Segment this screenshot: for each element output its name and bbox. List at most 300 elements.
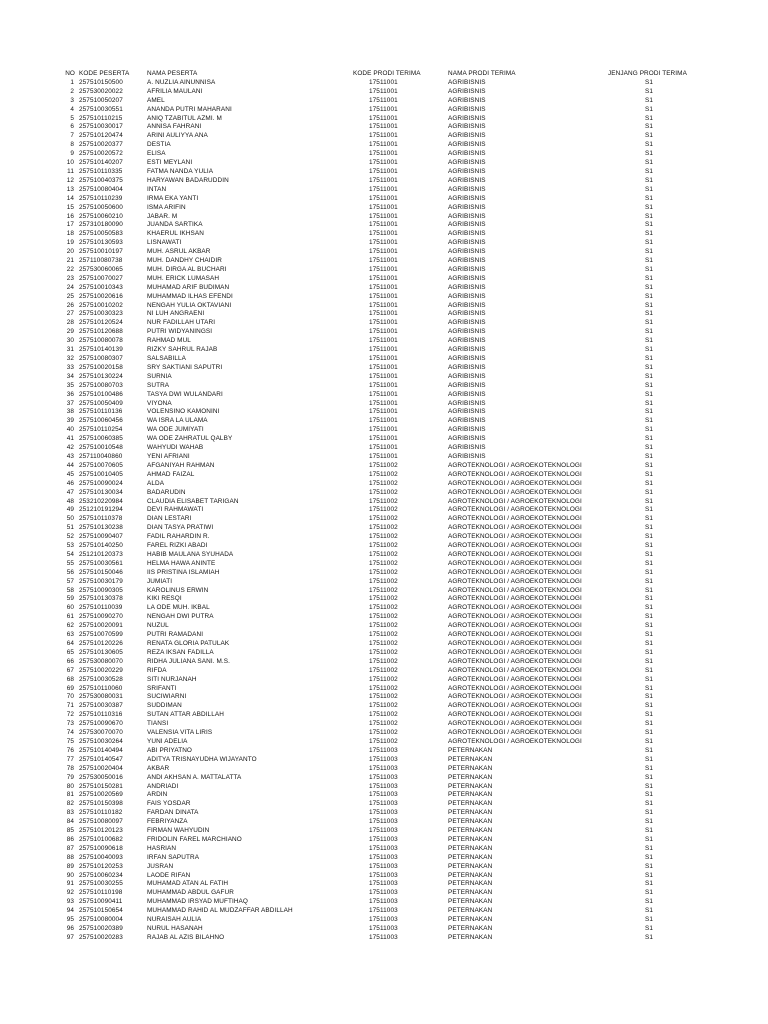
- cell-kode-prodi: 17511003: [369, 853, 398, 861]
- cell-kode-peserta: 257510080307: [79, 355, 123, 362]
- cell-kode-peserta: 257510090024: [79, 479, 123, 487]
- cell-nama-peserta: MUHAMMAD ILHAS EFENDI: [147, 292, 233, 300]
- table-row: [0, 310, 768, 319]
- cell-jenjang: S1: [645, 319, 654, 327]
- cell-no: 81: [66, 791, 74, 799]
- cell-kode-prodi: 17511001: [369, 310, 398, 318]
- table-row: [0, 97, 768, 106]
- cell-kode-peserta: 257530020022: [79, 87, 123, 95]
- cell-nama-peserta: AFGANIYAH RAHMAN: [147, 461, 215, 469]
- cell-jenjang: S1: [645, 684, 654, 692]
- cell-kode-prodi: 17511002: [369, 497, 398, 505]
- cell-no: 13: [66, 185, 74, 193]
- cell-nama-peserta: KHAERUL IKHSAN: [147, 230, 204, 238]
- cell-no: 66: [66, 657, 74, 665]
- cell-jenjang: S1: [645, 711, 654, 719]
- cell-nama-peserta: SUTRA: [147, 381, 170, 389]
- table-row: [0, 195, 768, 204]
- cell-kode-peserta: 257510110060: [79, 684, 123, 692]
- cell-nama-peserta: ANDRIADI: [147, 782, 179, 790]
- cell-kode-peserta: 257510090411: [79, 898, 123, 906]
- table-row: [0, 667, 768, 676]
- table-row: [0, 213, 768, 222]
- cell-kode-peserta: 257510050207: [79, 96, 123, 104]
- table-row: [0, 132, 768, 141]
- cell-jenjang: S1: [645, 248, 654, 256]
- cell-jenjang: S1: [645, 230, 654, 238]
- cell-nama-prodi: AGRIBISNIS: [448, 274, 486, 282]
- cell-kode-prodi: 17511001: [369, 257, 398, 265]
- table-body: [0, 79, 768, 943]
- cell-nama-peserta: WAHYUDI WAHAB: [147, 444, 204, 452]
- cell-jenjang: S1: [645, 265, 654, 273]
- cell-kode-peserta: 253210220984: [79, 497, 123, 505]
- cell-kode-prodi: 17511002: [369, 559, 398, 567]
- cell-kode-peserta: 257510130224: [79, 372, 123, 380]
- cell-kode-prodi: 17511001: [369, 96, 398, 104]
- cell-nama-peserta: MUH. DIRGA AL BUCHARI: [147, 265, 227, 273]
- cell-kode-prodi: 17511003: [369, 746, 398, 754]
- cell-kode-prodi: 17511002: [369, 604, 398, 612]
- cell-nama-prodi: AGROTEKNOLOGI / AGROEKOTEKNOLOGI: [448, 524, 582, 532]
- cell-nama-peserta: NENGAH YULIA OKTAVIANI: [147, 301, 232, 309]
- table-row: [0, 444, 768, 453]
- cell-kode-prodi: 17511003: [369, 764, 398, 772]
- cell-nama-peserta: FRIDOLIN FAREL MARCHIANO: [147, 835, 242, 843]
- cell-kode-peserta: 257510080404: [79, 185, 123, 193]
- cell-no: 7: [70, 132, 74, 140]
- cell-kode-prodi: 17511003: [369, 755, 398, 763]
- cell-nama-prodi: AGROTEKNOLOGI / AGROEKOTEKNOLOGI: [448, 729, 582, 737]
- cell-kode-peserta: 257510080004: [79, 916, 123, 924]
- cell-nama-peserta: FAIS YOSDAR: [147, 800, 191, 808]
- cell-jenjang: S1: [645, 274, 654, 282]
- cell-jenjang: S1: [645, 791, 654, 799]
- cell-nama-peserta: DIAN TASYA PRATIWI: [147, 524, 214, 532]
- cell-nama-peserta: ESTI MEYLANI: [147, 159, 193, 167]
- table-row: [0, 284, 768, 293]
- cell-no: 79: [66, 773, 74, 781]
- cell-nama-prodi: AGRIBISNIS: [448, 167, 486, 175]
- cell-nama-prodi: PETERNAKAN: [448, 853, 493, 861]
- cell-nama-prodi: AGROTEKNOLOGI / AGROEKOTEKNOLOGI: [448, 622, 582, 630]
- cell-no: 11: [67, 167, 74, 175]
- cell-nama-peserta: DESTIA: [147, 141, 171, 149]
- cell-kode-peserta: 257510070599: [79, 631, 123, 639]
- cell-no: 55: [66, 559, 74, 567]
- cell-kode-prodi: 17511001: [369, 301, 398, 309]
- cell-jenjang: S1: [645, 764, 654, 772]
- cell-kode-peserta: 257510030561: [79, 559, 123, 567]
- cell-nama-peserta: KAROLINUS ERWIN: [147, 586, 209, 594]
- cell-nama-peserta: HARYAWAN BADARUDDIN: [147, 176, 229, 184]
- table-row: [0, 186, 768, 195]
- table-row: [0, 720, 768, 729]
- cell-no: 57: [66, 577, 74, 585]
- table-row: [0, 934, 768, 943]
- cell-kode-peserta: 257510120688: [79, 328, 123, 336]
- table-row: [0, 587, 768, 596]
- cell-nama-prodi: AGRIBISNIS: [448, 185, 486, 193]
- table-row: [0, 765, 768, 774]
- cell-kode-peserta: 257510120524: [79, 319, 123, 327]
- cell-nama-peserta: MUH. ASRUL AKBAR: [147, 248, 211, 256]
- cell-jenjang: S1: [645, 853, 654, 861]
- cell-jenjang: S1: [645, 925, 654, 932]
- table-row: [0, 159, 768, 168]
- cell-kode-prodi: 17511003: [369, 916, 398, 924]
- cell-nama-peserta: ANDI AKHSAN A. MATTALATTA: [147, 773, 242, 781]
- cell-no: 20: [66, 248, 74, 256]
- cell-kode-peserta: 257510150500: [79, 78, 123, 86]
- cell-kode-peserta: 257510080097: [79, 818, 123, 826]
- cell-jenjang: S1: [645, 880, 654, 888]
- cell-no: 97: [66, 933, 74, 941]
- cell-nama-prodi: AGRIBISNIS: [448, 212, 486, 220]
- cell-nama-prodi: PETERNAKAN: [448, 898, 493, 906]
- cell-nama-peserta: AMEL: [147, 96, 165, 104]
- cell-nama-prodi: AGROTEKNOLOGI / AGROEKOTEKNOLOGI: [448, 693, 582, 701]
- cell-kode-prodi: 17511002: [369, 702, 398, 710]
- cell-no: 91: [66, 880, 74, 888]
- cell-jenjang: S1: [645, 907, 654, 915]
- cell-nama-prodi: AGRIBISNIS: [448, 408, 486, 416]
- cell-no: 63: [66, 631, 74, 639]
- table-row: [0, 177, 768, 186]
- cell-nama-prodi: PETERNAKAN: [448, 862, 493, 870]
- cell-nama-peserta: IRMA EKA YANTI: [147, 194, 199, 202]
- cell-nama-peserta: NUR FADILLAH UTARI: [147, 319, 216, 327]
- cell-no: 16: [66, 212, 74, 220]
- cell-kode-peserta: 257510030387: [79, 702, 123, 710]
- cell-nama-prodi: AGRIBISNIS: [448, 141, 486, 149]
- cell-kode-prodi: 17511001: [369, 114, 398, 122]
- table-row: [0, 595, 768, 604]
- cell-nama-peserta: SURNIA: [147, 372, 172, 380]
- cell-no: 84: [66, 818, 74, 826]
- cell-jenjang: S1: [645, 559, 654, 567]
- cell-nama-peserta: IRFAN SAPUTRA: [147, 853, 200, 861]
- table-row: [0, 658, 768, 667]
- cell-jenjang: S1: [645, 257, 654, 265]
- cell-jenjang: S1: [645, 185, 654, 193]
- cell-jenjang: S1: [645, 167, 654, 175]
- table-row: [0, 925, 768, 934]
- cell-kode-peserta: 257510080703: [79, 381, 123, 389]
- cell-no: 80: [66, 782, 74, 790]
- cell-kode-prodi: 17511002: [369, 737, 398, 745]
- table-row: [0, 747, 768, 756]
- cell-no: 29: [66, 328, 74, 336]
- cell-kode-prodi: 17511002: [369, 666, 398, 674]
- table-row: [0, 524, 768, 533]
- cell-jenjang: S1: [645, 916, 654, 924]
- cell-kode-prodi: 17511001: [369, 363, 398, 371]
- cell-kode-prodi: 17511002: [369, 550, 398, 558]
- cell-jenjang: S1: [645, 372, 654, 380]
- cell-kode-peserta: 257510110378: [79, 515, 123, 523]
- cell-no: 41: [66, 435, 74, 443]
- cell-kode-prodi: 17511002: [369, 586, 398, 594]
- cell-jenjang: S1: [645, 159, 654, 167]
- cell-jenjang: S1: [645, 898, 654, 906]
- cell-kode-prodi: 17511001: [369, 346, 398, 354]
- cell-nama-prodi: AGROTEKNOLOGI / AGROEKOTEKNOLOGI: [448, 613, 582, 621]
- cell-no: 95: [66, 916, 74, 924]
- table-row: [0, 863, 768, 872]
- table-row: [0, 391, 768, 400]
- cell-nama-prodi: AGRIBISNIS: [448, 435, 486, 443]
- cell-jenjang: S1: [645, 604, 654, 612]
- cell-jenjang: S1: [645, 729, 654, 737]
- cell-no: 3: [70, 96, 74, 104]
- cell-no: 17: [66, 221, 74, 229]
- cell-kode-peserta: 257510040093: [79, 853, 123, 861]
- cell-jenjang: S1: [645, 444, 654, 452]
- cell-nama-peserta: RIZKY SAHRUL RAJAB: [147, 346, 218, 354]
- cell-no: 22: [66, 265, 74, 273]
- cell-nama-peserta: PUTRI WIDYANINGSI: [147, 328, 213, 336]
- cell-kode-prodi: 17511002: [369, 488, 398, 496]
- cell-kode-peserta: 257510120123: [79, 827, 123, 835]
- table-row: [0, 827, 768, 836]
- cell-nama-prodi: AGRIBISNIS: [448, 78, 486, 86]
- cell-nama-peserta: JUSRAN: [147, 862, 174, 870]
- cell-nama-prodi: AGROTEKNOLOGI / AGROEKOTEKNOLOGI: [448, 648, 582, 656]
- table-row: [0, 738, 768, 747]
- cell-kode-prodi: 17511001: [369, 381, 398, 389]
- cell-kode-prodi: 17511001: [369, 221, 398, 229]
- table-row: [0, 542, 768, 551]
- cell-kode-peserta: 257510030017: [79, 123, 123, 131]
- cell-kode-prodi: 17511002: [369, 675, 398, 683]
- cell-kode-peserta: 257310180090: [79, 221, 123, 229]
- table-row: [0, 204, 768, 213]
- cell-jenjang: S1: [645, 800, 654, 808]
- cell-nama-prodi: AGRIBISNIS: [448, 123, 486, 131]
- cell-no: 34: [66, 372, 74, 380]
- cell-no: 2: [70, 87, 74, 95]
- table-row: [0, 756, 768, 765]
- cell-jenjang: S1: [645, 577, 654, 585]
- cell-kode-prodi: 17511002: [369, 684, 398, 692]
- cell-kode-prodi: 17511001: [369, 167, 398, 175]
- cell-nama-prodi: AGROTEKNOLOGI / AGROEKOTEKNOLOGI: [448, 470, 582, 478]
- cell-kode-peserta: 257510030264: [79, 737, 123, 745]
- cell-nama-prodi: AGROTEKNOLOGI / AGROEKOTEKNOLOGI: [448, 479, 582, 487]
- cell-nama-peserta: ELISA: [147, 150, 166, 158]
- cell-kode-peserta: 257510110215: [79, 114, 123, 122]
- cell-nama-prodi: PETERNAKAN: [448, 916, 493, 924]
- table-row: [0, 417, 768, 426]
- cell-kode-prodi: 17511001: [369, 239, 398, 247]
- cell-kode-prodi: 17511001: [369, 230, 398, 238]
- cell-jenjang: S1: [645, 194, 654, 202]
- cell-jenjang: S1: [645, 292, 654, 300]
- cell-nama-peserta: DIAN LESTARI: [147, 515, 192, 523]
- cell-nama-peserta: HASRIAN: [147, 844, 177, 852]
- cell-kode-peserta: 257510010202: [79, 301, 123, 309]
- cell-kode-prodi: 17511001: [369, 105, 398, 113]
- cell-no: 46: [66, 479, 74, 487]
- cell-jenjang: S1: [645, 87, 654, 95]
- table-row: [0, 774, 768, 783]
- cell-no: 86: [66, 835, 74, 843]
- cell-no: 76: [66, 746, 74, 754]
- header-no: NO: [65, 70, 75, 77]
- cell-kode-prodi: 17511001: [369, 399, 398, 407]
- cell-nama-peserta: INTAN: [147, 185, 167, 193]
- cell-no: 31: [66, 346, 74, 354]
- cell-nama-prodi: AGRIBISNIS: [448, 452, 486, 460]
- cell-nama-peserta: HABIB MAULANA SYUHADA: [147, 550, 234, 558]
- cell-kode-peserta: 257510030528: [79, 675, 123, 683]
- cell-jenjang: S1: [645, 782, 654, 790]
- cell-jenjang: S1: [645, 586, 654, 594]
- cell-nama-prodi: AGROTEKNOLOGI / AGROEKOTEKNOLOGI: [448, 506, 582, 514]
- cell-kode-peserta: 257510140547: [79, 755, 123, 763]
- table-row: [0, 355, 768, 364]
- cell-kode-peserta: 257510120253: [79, 862, 123, 870]
- cell-kode-peserta: 257510030323: [79, 310, 123, 318]
- cell-kode-peserta: 257510130593: [79, 239, 123, 247]
- cell-jenjang: S1: [645, 96, 654, 104]
- cell-no: 51: [66, 524, 74, 532]
- cell-jenjang: S1: [645, 595, 654, 603]
- cell-kode-peserta: 257510110335: [79, 167, 123, 175]
- cell-nama-prodi: AGROTEKNOLOGI / AGROEKOTEKNOLOGI: [448, 577, 582, 585]
- cell-kode-peserta: 257510010548: [79, 444, 123, 452]
- cell-kode-peserta: 257510090407: [79, 533, 123, 541]
- cell-kode-prodi: 17511002: [369, 524, 398, 532]
- cell-jenjang: S1: [645, 506, 654, 514]
- cell-nama-peserta: ABI PRIYATNO: [147, 746, 192, 754]
- cell-no: 37: [66, 399, 74, 407]
- table-row: [0, 373, 768, 382]
- cell-kode-peserta: 257510150281: [79, 782, 123, 790]
- cell-jenjang: S1: [645, 568, 654, 576]
- cell-kode-peserta: 257510140207: [79, 159, 123, 167]
- cell-jenjang: S1: [645, 212, 654, 220]
- cell-kode-peserta: 257510130605: [79, 648, 123, 656]
- cell-kode-peserta: 257510130034: [79, 488, 123, 496]
- cell-jenjang: S1: [645, 488, 654, 496]
- cell-nama-peserta: FAREL RIZKI ABADI: [147, 542, 208, 550]
- cell-kode-prodi: 17511003: [369, 818, 398, 826]
- cell-kode-prodi: 17511002: [369, 577, 398, 585]
- cell-nama-peserta: NI LUH ANGRAENI: [147, 310, 205, 318]
- cell-kode-prodi: 17511002: [369, 640, 398, 647]
- table-row: [0, 168, 768, 177]
- table-row: [0, 800, 768, 809]
- cell-no: 74: [66, 729, 74, 737]
- table-row: [0, 854, 768, 863]
- cell-jenjang: S1: [645, 515, 654, 523]
- cell-kode-peserta: 257510050583: [79, 230, 123, 238]
- cell-nama-prodi: PETERNAKAN: [448, 925, 493, 932]
- cell-jenjang: S1: [645, 203, 654, 211]
- cell-nama-peserta: RIFDA: [147, 666, 167, 674]
- cell-nama-prodi: AGRIBISNIS: [448, 328, 486, 336]
- cell-kode-peserta: 257510090305: [79, 586, 123, 594]
- cell-jenjang: S1: [645, 426, 654, 434]
- cell-no: 12: [66, 176, 74, 184]
- cell-kode-prodi: 17511002: [369, 622, 398, 630]
- table-row: [0, 613, 768, 622]
- table-row: [0, 702, 768, 711]
- cell-jenjang: S1: [645, 176, 654, 184]
- cell-kode-peserta: 257510060385: [79, 435, 123, 443]
- cell-nama-prodi: AGRIBISNIS: [448, 96, 486, 104]
- cell-kode-peserta: 257510010197: [79, 248, 123, 256]
- cell-kode-peserta: 257510120474: [79, 132, 123, 140]
- table-row: [0, 248, 768, 257]
- cell-no: 33: [66, 363, 74, 371]
- table-row: [0, 266, 768, 275]
- cell-kode-prodi: 17511001: [369, 390, 398, 398]
- cell-kode-peserta: 257510150398: [79, 800, 123, 808]
- cell-kode-prodi: 17511002: [369, 613, 398, 621]
- cell-kode-prodi: 17511002: [369, 711, 398, 719]
- cell-no: 48: [66, 497, 74, 505]
- cell-kode-peserta: 257510020404: [79, 764, 123, 772]
- cell-jenjang: S1: [645, 746, 654, 754]
- cell-nama-prodi: AGRIBISNIS: [448, 257, 486, 265]
- cell-nama-peserta: SUTAN ATTAR ABDILLAH: [147, 711, 224, 719]
- cell-nama-prodi: PETERNAKAN: [448, 880, 493, 888]
- cell-nama-prodi: AGRIBISNIS: [448, 230, 486, 238]
- cell-nama-prodi: AGRIBISNIS: [448, 310, 486, 318]
- cell-nama-peserta: DEVI RAHMAWATI: [147, 506, 204, 514]
- cell-kode-prodi: 17511001: [369, 408, 398, 416]
- cell-no: 72: [66, 711, 74, 719]
- cell-nama-prodi: AGROTEKNOLOGI / AGROEKOTEKNOLOGI: [448, 737, 582, 745]
- cell-kode-prodi: 17511002: [369, 631, 398, 639]
- cell-nama-peserta: PUTRI RAMADANI: [147, 631, 204, 639]
- cell-kode-prodi: 17511001: [369, 452, 398, 460]
- table-row: [0, 783, 768, 792]
- table-row: [0, 791, 768, 800]
- cell-jenjang: S1: [645, 381, 654, 389]
- table-row: [0, 560, 768, 569]
- cell-kode-peserta: 257530070070: [79, 729, 123, 737]
- cell-no: 65: [66, 648, 74, 656]
- table-row: [0, 551, 768, 560]
- table-row: [0, 88, 768, 97]
- cell-kode-prodi: 17511003: [369, 862, 398, 870]
- cell-nama-peserta: NENGAH DWI PUTRA: [147, 613, 214, 621]
- cell-no: 9: [70, 150, 74, 158]
- cell-jenjang: S1: [645, 755, 654, 763]
- table-row: [0, 453, 768, 462]
- table-row: [0, 640, 768, 649]
- cell-nama-peserta: YUNI ADELIA: [147, 737, 188, 745]
- table-row: [0, 649, 768, 658]
- cell-nama-prodi: AGRIBISNIS: [448, 105, 486, 113]
- cell-jenjang: S1: [645, 809, 654, 817]
- cell-no: 39: [66, 417, 74, 425]
- table-row: [0, 489, 768, 498]
- cell-nama-prodi: AGRIBISNIS: [448, 292, 486, 300]
- cell-no: 25: [66, 292, 74, 300]
- cell-jenjang: S1: [645, 239, 654, 247]
- cell-nama-prodi: PETERNAKAN: [448, 933, 493, 941]
- cell-jenjang: S1: [645, 827, 654, 835]
- cell-nama-peserta: ANNISA FAHRANI: [147, 123, 202, 131]
- cell-jenjang: S1: [645, 452, 654, 460]
- table-row: [0, 578, 768, 587]
- table-row: [0, 907, 768, 916]
